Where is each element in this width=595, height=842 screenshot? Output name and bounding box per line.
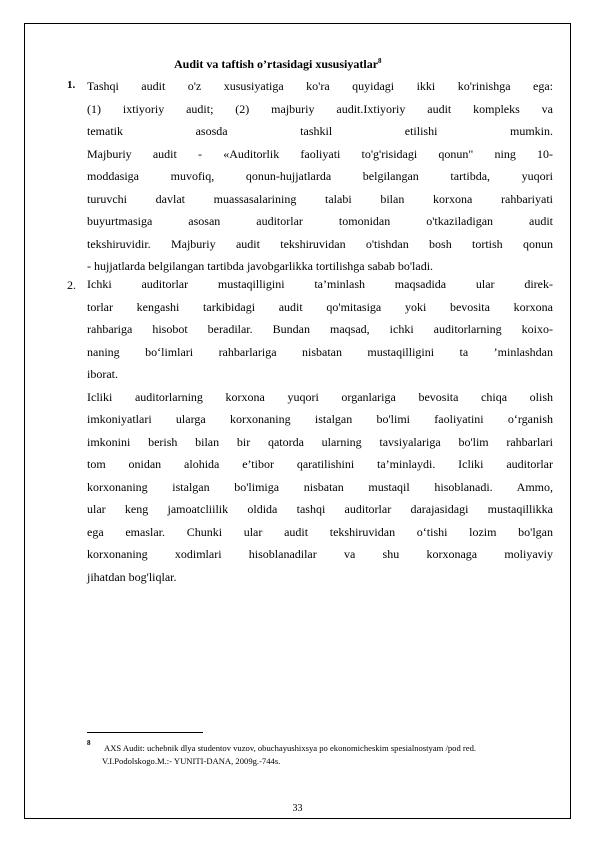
item1-line-4: Majburiy audit - «Auditorlik faoliyati to'g'risidagi qonun" ning 10-	[87, 146, 553, 161]
item2-line-9: tom onidan alohida e’tibor qaratilishini ta’minlaydi. Icliki auditorlar	[87, 457, 553, 471]
item2-line-11: ular keng jamoatcliilik oldida tashqi auditorlar darajasidagi mustaqillikka	[87, 502, 553, 516]
page-number: 33	[292, 803, 303, 814]
item2-line-5: iborat.	[87, 367, 118, 381]
item1-line-7: buyurtmasiga asosan auditorlar tomonidan o'tkaziladigan audit	[87, 214, 553, 228]
item1-line-5: moddasiga muvofiq, qonun-hujjatlarda belgilangan tartibda, yuqori	[87, 169, 553, 183]
item2-line-4: naning bo‘limlari rahbarlariga nisbatan mustaqilligini ta ’minlashdan	[87, 344, 553, 359]
item2-paragraph	[87, 273, 553, 588]
footnote-text	[104, 742, 556, 768]
item1-paragraph	[87, 75, 553, 278]
item2-line-8: imkonini berish bilan bir qatorda ularning tavsiyalariga bo'lim rahbarlari	[87, 434, 553, 449]
footnote-separator	[87, 732, 203, 733]
item1-line-6: turuvchi davlat muassasalarining talabi bilan korxona rahbariyati	[87, 191, 553, 206]
item1-line-8: tekshiruvidir. Majburiy audit tekshiruvidan o'tishdan bosh tortish qonun	[87, 236, 553, 251]
item2-line-12: ega emaslar. Chunki ular audit tekshiruvidan o‘tishi lozim bo'lgan	[87, 524, 553, 539]
item1-line-3: tematik asosda tashkil etilishi mumkin.	[87, 124, 553, 138]
item1-line-2: (1) ixtiyoriy audit; (2) majburiy audit.Ixtiyoriy audit kompleks va	[87, 101, 553, 116]
item1-number: 1.	[67, 79, 76, 91]
item2-line-1: Ichki auditorlar mustaqilligini ta’minlash maqsadida ular direk-	[87, 277, 553, 291]
footnote-mark: 8	[87, 739, 91, 747]
item2-number: 2.	[67, 278, 76, 292]
item2-line-3: rahbariga hisobot beradilar. Bundan maqsad, ichki auditorlarning koixo-	[87, 322, 553, 336]
item2-line-6: Icliki auditorlarning korxona yuqori organlariga bevosita chiqa olish	[87, 389, 553, 404]
item2-line-10: korxonaning istalgan bo'limiga nisbatan mustaqil hisoblanadi. Ammo,	[87, 479, 553, 494]
footnote-line-1: AXS Audit: uchebnik dlya studentov vuzov, obuchayushixsya po ekonomicheskim spesialnostyam /pod red.	[104, 743, 477, 753]
item1-line-9: - hujjatlarda belgilangan tartibda javobgarlikka tortilishga sabab bo'ladi.	[87, 259, 434, 273]
item2-line-14: jihatdan bog'liqlar.	[87, 569, 177, 584]
footnote-line-2: V.I.Podolskogo.M.:- YUNITI-DANA, 2009g.-744s.	[102, 756, 281, 766]
title-footnote-ref: 8	[378, 57, 382, 65]
page-title	[174, 57, 382, 72]
item2-line-2: torlar kengashi tarkibidagi audit qo'mitasiga yoki bevosita korxona	[87, 299, 553, 314]
title-text: Audit va taftish o’rtasidagi xususiyatlar	[174, 57, 379, 71]
item1-line-1: Tashqi audit o'z xususiyatiga ko'ra quyidagi ikki ko'rinishga ega:	[87, 79, 553, 93]
item2-line-7: imkoniyatlari ularga korxonaning istalgan bo'limi faoliyatini o‘rganish	[87, 412, 553, 426]
item2-line-13: korxonaning xodimlari hisoblanadilar va shu korxonaga moliyaviy	[87, 547, 553, 561]
